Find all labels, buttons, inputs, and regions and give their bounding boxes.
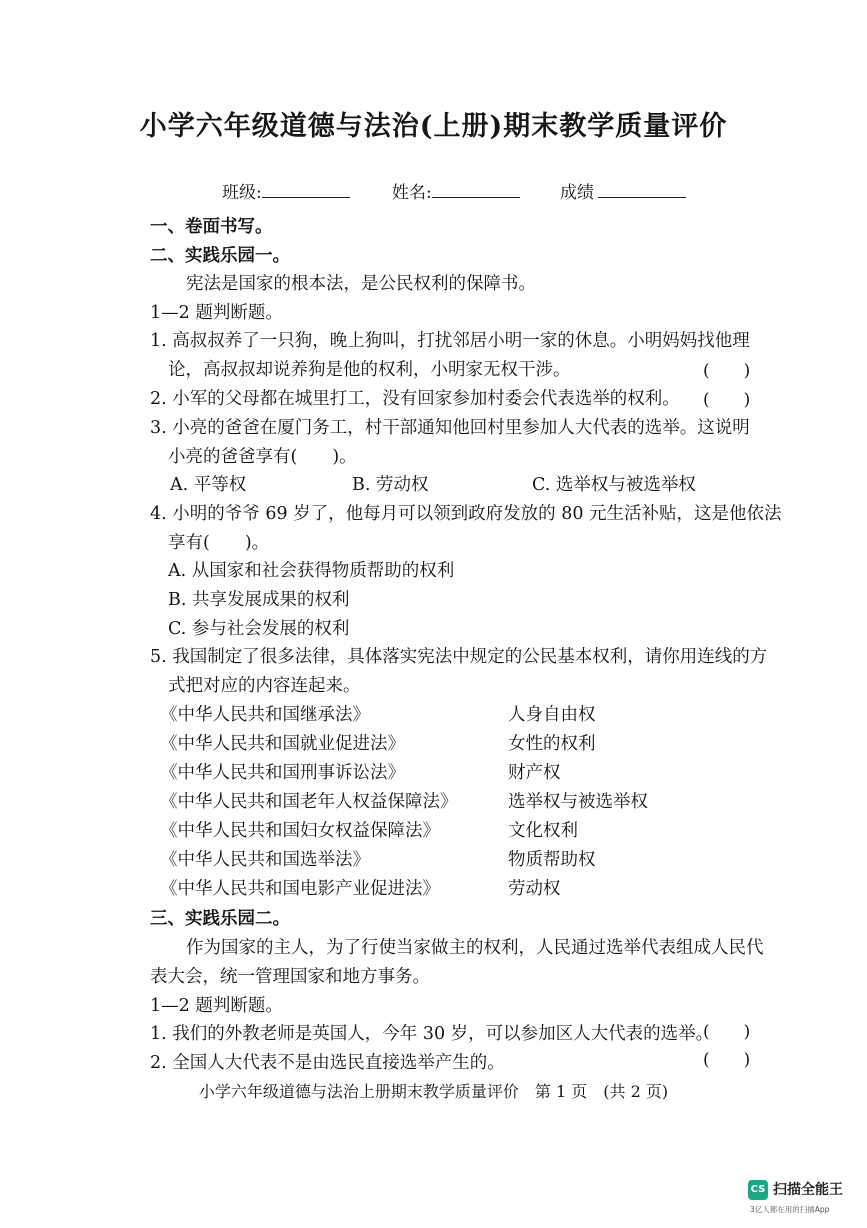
page-title: 小学六年级道德与法治(上册)期末教学质量评价	[139, 111, 728, 142]
question-4-line-2: 享有( )。	[168, 533, 270, 553]
question-1-line-1: 1. 高叔叔养了一只狗，晚上狗叫，打扰邻居小明一家的休息。小明妈妈找他理	[150, 331, 750, 351]
name-field	[392, 178, 520, 203]
score-blank	[598, 181, 686, 198]
class-field	[222, 178, 350, 203]
section-3-question-1: 1. 我们的外教老师是英国人，今年 30 岁，可以参加区人大代表的选举。	[150, 1024, 714, 1044]
section-2-heading: 二、实践乐园一。	[150, 246, 290, 266]
name-label: 姓名:	[392, 183, 432, 203]
question-1-line-2: 论，高叔叔却说养狗是他的权利，小明家无权干涉。	[168, 360, 571, 380]
option-b: B. 共享发展成果的权利	[168, 590, 350, 610]
answer-paren: ( )	[703, 1022, 751, 1042]
right-item: 人身自由权	[508, 705, 596, 725]
option-c: C. 参与社会发展的权利	[168, 619, 350, 639]
law-item: 《中华人民共和国老年人权益保障法》	[160, 792, 458, 812]
option-a: A. 平等权	[170, 475, 247, 495]
question-5-line-2: 式把对应的内容连起来。	[168, 676, 361, 696]
section-3-intro-line-1: 作为国家的主人，为了行使当家做主的权利，人民通过选举代表组成人民代	[186, 938, 764, 958]
option-b: B. 劳动权	[352, 475, 429, 495]
section-3-heading: 三、实践乐园二。	[150, 909, 290, 929]
law-item: 《中华人民共和国电影产业促进法》	[160, 879, 440, 899]
score-field	[560, 178, 686, 203]
right-item: 劳动权	[508, 879, 561, 899]
answer-paren: ( )	[703, 1050, 751, 1070]
class-label: 班级:	[222, 183, 262, 203]
section-1-heading: 一、卷面书写。	[150, 217, 273, 237]
question-3-line-2: 小亮的爸爸享有( )。	[168, 447, 357, 467]
law-item: 《中华人民共和国刑事诉讼法》	[160, 763, 405, 783]
class-blank	[262, 181, 350, 198]
option-c: C. 选举权与被选举权	[532, 475, 696, 495]
section-3-intro-line-2: 表大会，统一管理国家和地方事务。	[150, 967, 430, 987]
right-item: 选举权与被选举权	[508, 792, 648, 812]
law-item: 《中华人民共和国选举法》	[160, 850, 370, 870]
right-item: 物质帮助权	[508, 850, 596, 870]
law-item: 《中华人民共和国妇女权益保障法》	[160, 821, 440, 841]
law-item: 《中华人民共和国继承法》	[160, 705, 370, 725]
section-3-question-2: 2. 全国人大代表不是由选民直接选举产生的。	[150, 1053, 505, 1073]
name-blank	[432, 181, 520, 198]
scanner-logo-icon: CS	[748, 1180, 768, 1200]
right-item: 财产权	[508, 763, 561, 783]
question-2: 2. 小军的父母都在城里打工，没有回家参加村委会代表选举的权利。	[150, 389, 680, 409]
law-item: 《中华人民共和国就业促进法》	[160, 734, 405, 754]
question-5-line-1: 5. 我国制定了很多法律，具体落实宪法中规定的公民基本权利，请你用连线的方	[150, 647, 768, 667]
scanner-watermark	[748, 1178, 858, 1220]
option-a: A. 从国家和社会获得物质帮助的权利	[168, 561, 455, 581]
section-2-intro: 宪法是国家的根本法，是公民权利的保障书。	[186, 274, 536, 294]
question-3-line-1: 3. 小亮的爸爸在厦门务工，村干部通知他回村里参加人大代表的选举。这说明	[150, 418, 750, 438]
right-item: 女性的权利	[508, 734, 596, 754]
question-4-line-1: 4. 小明的爷爷 69 岁了，他每月可以领到政府发放的 80 元生活补贴，这是他依法	[150, 504, 782, 524]
scanner-tagline: 3亿人都在用的扫描App	[750, 1205, 830, 1214]
right-item: 文化权利	[508, 821, 578, 841]
page-footer: 小学六年级道德与法治上册期末教学质量评价 第 1 页 (共 2 页)	[198, 1082, 669, 1101]
answer-paren: ( )	[703, 361, 751, 381]
judge-heading-1: 1—2 题判断题。	[150, 303, 283, 323]
score-label: 成绩	[560, 183, 594, 203]
judge-heading-2: 1—2 题判断题。	[150, 996, 283, 1016]
answer-paren: ( )	[703, 390, 751, 410]
scanner-app-name: 扫描全能王	[773, 1182, 843, 1198]
